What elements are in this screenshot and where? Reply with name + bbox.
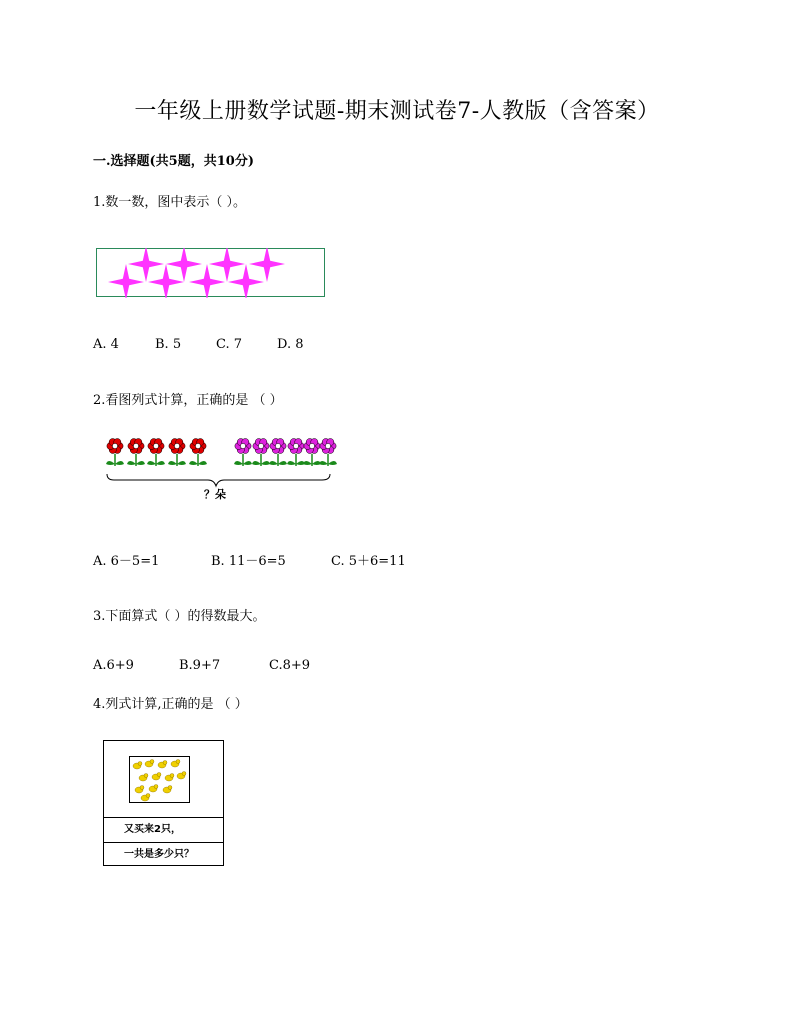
question-2-options — [93, 550, 406, 569]
curly-brace — [107, 474, 330, 486]
page-title: 一年级上册数学试题-期末测试卷7-人教版（含答案） — [134, 99, 660, 124]
stars-frame — [97, 249, 325, 297]
stars-figure — [96, 248, 326, 298]
section-heading: 一.选择题(共5题，共10分) — [93, 154, 254, 169]
flower-11 — [319, 439, 337, 467]
flower-3 — [147, 439, 165, 467]
question-1-options — [93, 337, 304, 352]
question-2-text: 2.看图列式计算，正确的是 （ ） — [93, 393, 283, 408]
table-row-bought: 又买来2只， — [104, 818, 223, 843]
flower-2 — [127, 439, 145, 467]
option-c[interactable]: C. 5＋6=11 — [331, 554, 406, 569]
option-b[interactable]: B. 5 — [155, 337, 182, 352]
chick-table — [103, 740, 224, 866]
option-c[interactable]: C. 7 — [216, 337, 243, 352]
flower-9 — [287, 439, 305, 467]
flower-1 — [106, 439, 124, 467]
option-b[interactable]: B. 11－6=5 — [211, 554, 286, 569]
chicks-picture — [129, 756, 191, 804]
flowers-total-label: ？朵 — [204, 488, 226, 501]
option-a[interactable]: A.6+9 — [93, 658, 134, 673]
question-4-text: 4.列式计算,正确的是 （ ） — [93, 697, 248, 712]
chick-picture-cell — [104, 741, 223, 818]
option-a[interactable]: A. 4 — [93, 337, 119, 352]
flower-7 — [252, 439, 270, 467]
question-3-options — [93, 658, 310, 673]
table-row-total: 一共是多少只？ — [124, 849, 194, 860]
flower-4 — [168, 439, 186, 467]
option-a[interactable]: A. 6－5=1 — [93, 554, 160, 569]
flower-10 — [303, 439, 321, 467]
flower-6 — [234, 439, 252, 467]
option-c[interactable]: C.8+9 — [269, 658, 311, 673]
option-d[interactable]: D. 8 — [277, 337, 304, 352]
question-1-text: 1.数一数，图中表示（ ）。 — [93, 195, 247, 210]
flower-5 — [189, 439, 207, 467]
flower-8 — [269, 439, 287, 467]
option-b[interactable]: B.9+7 — [179, 658, 221, 673]
flowers-group — [106, 439, 337, 467]
question-3-text: 3.下面算式（ ）的得数最大。 — [93, 609, 266, 624]
